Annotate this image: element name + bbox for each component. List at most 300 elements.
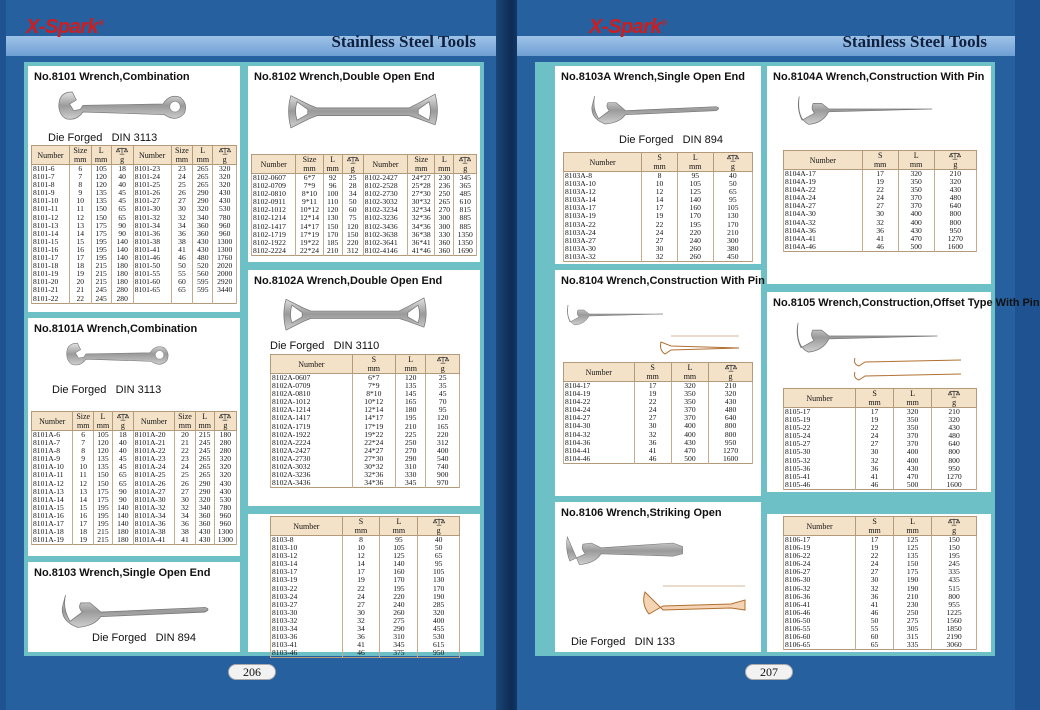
weight-header: g [111, 146, 133, 165]
weight-header: g [709, 363, 753, 382]
table-cell: 8101-41 [133, 246, 171, 254]
table-cell: 120 [426, 414, 460, 422]
table-cell: 19 [862, 178, 898, 186]
table-cell: 430 [709, 398, 753, 406]
table-cell: 8102-2730 [363, 190, 407, 198]
table-cell: 290 [195, 480, 214, 488]
size-header: Size mm [175, 412, 196, 431]
table-cell: 8103A-17 [564, 204, 642, 212]
table-cell: 8101-26 [133, 189, 171, 197]
table-cell: 8101A-30 [133, 496, 174, 504]
table-cell: 370 [894, 440, 932, 448]
table-cell: 40 [713, 172, 752, 181]
table-cell: 470 [894, 473, 932, 481]
table-cell: 245 [91, 295, 111, 304]
table-cell: 215 [91, 278, 111, 286]
table-cell: 8103-41 [271, 641, 343, 649]
table-cell: 8103-32 [271, 617, 343, 625]
table-cell: 45 [111, 197, 133, 205]
table-cell: 250 [435, 190, 454, 198]
table-cell: 360 [193, 230, 213, 238]
construction-wrench-image [565, 292, 665, 336]
table-cell: 8101-7 [32, 173, 70, 181]
table-cell: 8103-30 [271, 609, 343, 617]
table-cell: 135 [395, 382, 425, 390]
table-cell: 210 [395, 423, 425, 431]
table-cell: 8102A-1922 [271, 431, 353, 439]
table-cell: 780 [214, 504, 236, 512]
table-cell: 470 [671, 447, 708, 455]
table-cell: 1300 [213, 238, 237, 246]
scale-icon [458, 156, 472, 164]
table-cell: 17*19 [296, 231, 323, 239]
table-cell: 345 [395, 479, 425, 488]
table-cell: 350 [898, 186, 934, 194]
table-cell: 310 [380, 633, 418, 641]
table-cell: 120 [323, 206, 342, 214]
table-cell: 8101A-10 [32, 463, 73, 471]
panel-8101 [28, 66, 240, 312]
table-cell: 135 [894, 552, 932, 560]
table-cell: 25 [175, 471, 196, 479]
table-cell: 90 [112, 488, 133, 496]
size-header: S mm [856, 389, 894, 408]
table-header-row [32, 412, 237, 431]
table-cell: 105 [713, 204, 752, 212]
table-cell: 12 [342, 552, 380, 560]
table-cell: 8106-50 [784, 617, 856, 625]
table-cell: 96 [323, 182, 342, 190]
table-cell: 34*36 [352, 479, 395, 488]
table-cell: 25 [426, 374, 460, 383]
table-cell: 8103A-32 [564, 253, 642, 262]
table-cell: 210 [894, 593, 932, 601]
table-cell: 8102A-1719 [271, 423, 353, 431]
table-cell: 8102-0709 [252, 182, 296, 190]
table-cell: 8104-17 [564, 382, 635, 391]
table-cell: 320 [213, 181, 237, 189]
table-cell: 32 [642, 253, 678, 262]
table-cell: 46 [856, 481, 894, 490]
table-cell: 8102-4146 [363, 247, 407, 256]
table-cell: 800 [932, 457, 977, 465]
table-cell: 8 [69, 181, 91, 189]
table-cell: 8102A-0709 [271, 382, 353, 390]
table-cell: 8101-14 [32, 230, 70, 238]
table-cell: 9*11 [296, 198, 323, 206]
table-cell: 320 [214, 463, 236, 471]
table-cell: 8101-6 [32, 165, 70, 174]
size-header: Size mm [73, 412, 94, 431]
table-cell: 430 [195, 528, 214, 536]
table-cell: 8101-9 [32, 189, 70, 197]
weight-header: g [932, 517, 977, 536]
table-row [271, 601, 460, 609]
table-cell: 435 [932, 576, 977, 584]
table-cell: 230 [894, 601, 932, 609]
table-cell: 32 [342, 617, 380, 625]
table-cell: 195 [93, 504, 112, 512]
product-title: No.8104 Wrench,Construction With Pin [561, 275, 765, 287]
table-cell: 480 [193, 254, 213, 262]
table-cell: 6*7 [296, 174, 323, 183]
table-cell: 8102-1922 [252, 239, 296, 247]
table-cell: 15 [69, 238, 91, 246]
table-cell: 350 [898, 178, 934, 186]
table-cell: 8104A-27 [784, 202, 863, 210]
table-cell: 300 [435, 214, 454, 222]
table-cell: 8101A-32 [133, 504, 174, 512]
table-cell: 8104-27 [564, 414, 635, 422]
table-cell: 8106-27 [784, 568, 856, 576]
table-cell: 195 [380, 585, 418, 593]
table-cell: 8101-50 [133, 262, 171, 270]
table-cell: 36 [634, 439, 671, 447]
table-cell: 60 [856, 633, 894, 641]
table-cell: 8101A-21 [133, 439, 174, 447]
table-cell: 345 [454, 174, 477, 183]
table-cell: 150 [91, 214, 111, 222]
table-cell: 180 [112, 536, 133, 545]
table-cell: 8102-3436 [363, 223, 407, 231]
table-cell: 1300 [214, 528, 236, 536]
table-row [32, 286, 237, 294]
table-cell: 955 [932, 601, 977, 609]
table-cell: 8102-2427 [363, 174, 407, 183]
number-header: Number [564, 363, 635, 382]
product-title: No.8102 Wrench,Double Open End [254, 71, 435, 83]
table-cell: 290 [193, 189, 213, 197]
table-cell: 8104A-30 [784, 210, 863, 218]
weight-header: g [454, 155, 477, 174]
table-cell: 195 [677, 221, 713, 229]
table-cell: 8101A-11 [32, 471, 73, 479]
table-cell: 190 [894, 576, 932, 584]
table-cell: 180 [111, 278, 133, 286]
table-cell: 1270 [709, 447, 753, 455]
table-cell: 8104A-24 [784, 194, 863, 202]
table-cell: 8102A-3436 [271, 479, 353, 488]
table-cell: 8105-27 [784, 440, 856, 448]
table-row [271, 617, 460, 625]
table-cell: 8101A-12 [32, 480, 73, 488]
table-cell: 24*27 [352, 447, 395, 455]
table-cell: 175 [894, 568, 932, 576]
table-cell: 8102-1719 [252, 231, 296, 239]
table-cell: 245 [91, 286, 111, 294]
table-cell: 430 [894, 465, 932, 473]
table-cell: 8101-17 [32, 254, 70, 262]
table-cell: 18 [112, 431, 133, 440]
table-cell: 8105-32 [784, 457, 856, 465]
table-cell: 900 [426, 471, 460, 479]
table-cell: 17 [856, 536, 894, 545]
panel-8106 [555, 502, 761, 652]
table-cell: 140 [112, 504, 133, 512]
table-cell: 8101A-38 [133, 528, 174, 536]
table-cell: 430 [932, 424, 977, 432]
table-cell: 195 [93, 520, 112, 528]
table-cell: 26 [175, 480, 196, 488]
table-cell: 90 [111, 230, 133, 238]
table-cell: 340 [195, 504, 214, 512]
left-page [6, 0, 504, 710]
table-cell: 135 [91, 197, 111, 205]
table-cell: 8102-2224 [252, 247, 296, 256]
table-cell: 8101A-22 [133, 447, 174, 455]
number-header: Number [133, 412, 174, 431]
table-cell: 500 [898, 243, 934, 252]
panel-8102a [248, 270, 480, 506]
table-cell: 530 [213, 205, 237, 213]
table-cell: 260 [380, 609, 418, 617]
table-cell: 285 [418, 601, 460, 609]
table-cell: 12 [642, 188, 678, 196]
table-cell: 140 [380, 560, 418, 568]
table-row [271, 560, 460, 568]
table-cell: 350 [671, 398, 708, 406]
table-cell: 300 [435, 223, 454, 231]
table-row [271, 641, 460, 649]
table-cell: 180 [111, 270, 133, 278]
table-cell: 22 [634, 398, 671, 406]
table-cell: 195 [395, 414, 425, 422]
table-cell: 595 [193, 286, 213, 294]
table-cell: 1850 [932, 625, 977, 633]
table-cell: 8102A-3236 [271, 471, 353, 479]
table-cell: 41 [342, 641, 380, 649]
table-cell: 8101-21 [32, 286, 70, 294]
table-cell: 41 [175, 536, 196, 545]
table-row [271, 479, 460, 488]
table-cell: 8103-24 [271, 593, 343, 601]
table-cell: 30 [175, 496, 196, 504]
table-cell: 380 [713, 245, 752, 253]
panel-8102 [248, 66, 480, 262]
table-cell: 310 [395, 463, 425, 471]
table-cell [133, 295, 171, 304]
table-cell: 14 [642, 196, 678, 204]
table-cell: 8106-60 [784, 633, 856, 641]
table-cell: 8103A-14 [564, 196, 642, 204]
table-cell: 36 [856, 465, 894, 473]
table-cell: 8104A-22 [784, 186, 863, 194]
table-cell: 23 [175, 455, 196, 463]
length-header: L mm [195, 412, 214, 431]
scale-icon [116, 413, 130, 421]
table-cell: 430 [193, 238, 213, 246]
table-cell: 210 [934, 170, 976, 179]
scale-icon [218, 147, 232, 155]
table-cell: 8103-12 [271, 552, 343, 560]
table-cell: 180 [214, 431, 236, 440]
table-cell: 480 [934, 194, 976, 202]
table-cell: 8104A-46 [784, 243, 863, 252]
table-cell: 24 [175, 463, 196, 471]
table-cell: 18 [111, 165, 133, 174]
table-cell: 370 [898, 194, 934, 202]
table-row [271, 633, 460, 641]
product-title: No.8105 Wrench,Construction,Offset Type With Pin [773, 297, 1040, 309]
table-cell: 25 [171, 181, 193, 189]
table-cell: 360 [195, 512, 214, 520]
table-cell: 160 [677, 204, 713, 212]
table-cell: 1350 [454, 231, 477, 239]
table-cell: 290 [195, 488, 214, 496]
table-cell: 8101-23 [133, 165, 171, 174]
table-cell: 485 [454, 190, 477, 198]
table-row [32, 295, 237, 304]
table-cell: 165 [426, 423, 460, 431]
table-cell: 1560 [932, 617, 977, 625]
table-cell: 180 [395, 406, 425, 414]
table-cell: 8106-65 [784, 641, 856, 650]
number-header: Number [271, 355, 353, 374]
table-cell: 8104A-32 [784, 219, 863, 227]
double-open-wrench-image [278, 88, 448, 134]
table-cell: 22 [856, 552, 894, 560]
table-cell: 195 [91, 246, 111, 254]
table-cell: 50 [171, 262, 193, 270]
table-cell: 36*41 [408, 239, 435, 247]
table-cell: 36 [342, 633, 380, 641]
table-cell: 140 [111, 254, 133, 262]
table-cell: 320 [898, 170, 934, 179]
table-cell: 1270 [934, 235, 976, 243]
table-cell: 740 [426, 463, 460, 471]
table-header-row [784, 517, 977, 536]
table-cell: 8101A-23 [133, 455, 174, 463]
table-cell: 520 [193, 262, 213, 270]
scale-icon [346, 156, 360, 164]
table-cell: 365 [454, 182, 477, 190]
table-cell: 312 [342, 247, 363, 256]
table-cell: 615 [418, 641, 460, 649]
table-cell: 34 [342, 190, 363, 198]
table-cell: 885 [454, 223, 477, 231]
table-cell: 30 [342, 609, 380, 617]
table-cell: 24 [342, 593, 380, 601]
table-cell: 8101A-15 [32, 504, 73, 512]
brand-logo: X-Spark® [26, 16, 104, 38]
table-cell: 24 [171, 173, 193, 181]
table-cell: 6*7 [352, 374, 395, 383]
table-cell: 305 [894, 625, 932, 633]
table-cell: 815 [454, 206, 477, 214]
table-cell: 22 [642, 221, 678, 229]
table-cell: 360 [435, 247, 454, 256]
table-cell: 8101-16 [32, 246, 70, 254]
table-cell: 20 [69, 278, 91, 286]
table-cell: 236 [435, 182, 454, 190]
table-cell: 65 [713, 188, 752, 196]
table-cell: 1600 [709, 455, 753, 464]
table-cell: 150 [342, 231, 363, 239]
table-cell: 8101-65 [133, 286, 171, 294]
table-cell: 8101-25 [133, 181, 171, 189]
table-cell: 8101-10 [32, 197, 70, 205]
table-cell: 430 [213, 189, 237, 197]
table-row [271, 609, 460, 617]
table-cell: 430 [214, 480, 236, 488]
size-header: S mm [634, 363, 671, 382]
table-cell: 175 [93, 496, 112, 504]
table-cell: 22 [342, 585, 380, 593]
panel-8106-table [767, 514, 991, 652]
weight-header: g [112, 412, 133, 431]
table-cell: 220 [380, 593, 418, 601]
spec-table-8102 [251, 154, 477, 256]
table-cell: 130 [323, 214, 342, 222]
table-cell: 19 [642, 212, 678, 220]
table-cell: 430 [214, 488, 236, 496]
table-cell: 8102A-1214 [271, 406, 353, 414]
table-row [271, 536, 460, 545]
table-cell: 8103-10 [271, 544, 343, 552]
table-cell: 14 [73, 496, 94, 504]
table-row [271, 649, 460, 658]
table-cell: 25 [342, 174, 363, 183]
scale-icon [432, 518, 446, 526]
panel-8104 [555, 270, 765, 496]
table-cell: 8104-36 [564, 439, 635, 447]
table-cell: 27*30 [408, 190, 435, 198]
table-cell: 8101A-17 [32, 520, 73, 528]
table-cell: 245 [932, 560, 977, 568]
table-cell: 280 [111, 295, 133, 304]
table-row [271, 585, 460, 593]
table-cell: 75 [342, 214, 363, 222]
table-cell: 250 [395, 439, 425, 447]
table-cell: 530 [214, 496, 236, 504]
size-header: S mm [342, 517, 380, 536]
table-cell: 270 [435, 206, 454, 214]
table-cell: 1350 [454, 239, 477, 247]
table-cell: 40 [112, 447, 133, 455]
table-cell: 190 [418, 593, 460, 601]
table-cell: 8101A-20 [133, 431, 174, 440]
table-cell: 65 [856, 641, 894, 650]
table-header-row [564, 153, 753, 172]
table-cell: 30 [856, 576, 894, 584]
table-cell: 55 [856, 625, 894, 633]
product-title: No.8101A Wrench,Combination [34, 323, 198, 335]
table-cell: 215 [91, 262, 111, 270]
table-cell: 24 [642, 229, 678, 237]
table-cell: 130 [713, 212, 752, 220]
table-cell [213, 295, 237, 304]
table-cell: 105 [91, 165, 111, 174]
table-cell: 960 [213, 230, 237, 238]
table-cell: 8101-24 [133, 173, 171, 181]
table-cell: 8104A-19 [784, 178, 863, 186]
table-cell: 360 [435, 239, 454, 247]
length-header: L mm [894, 517, 932, 536]
table-cell: 8101-30 [133, 205, 171, 213]
table-row [271, 544, 460, 552]
table-cell: 35 [426, 382, 460, 390]
table-cell: 530 [418, 633, 460, 641]
table-cell: 8101A-36 [133, 520, 174, 528]
table-cell: 41 [856, 473, 894, 481]
table-cell: 40 [111, 173, 133, 181]
table-cell: 165 [395, 398, 425, 406]
table-cell: 8103-17 [271, 568, 343, 576]
length-header: L mm [435, 155, 454, 174]
table-cell: 8101-22 [32, 295, 70, 304]
spec-table-8103 [270, 516, 460, 658]
table-cell: 950 [418, 649, 460, 658]
